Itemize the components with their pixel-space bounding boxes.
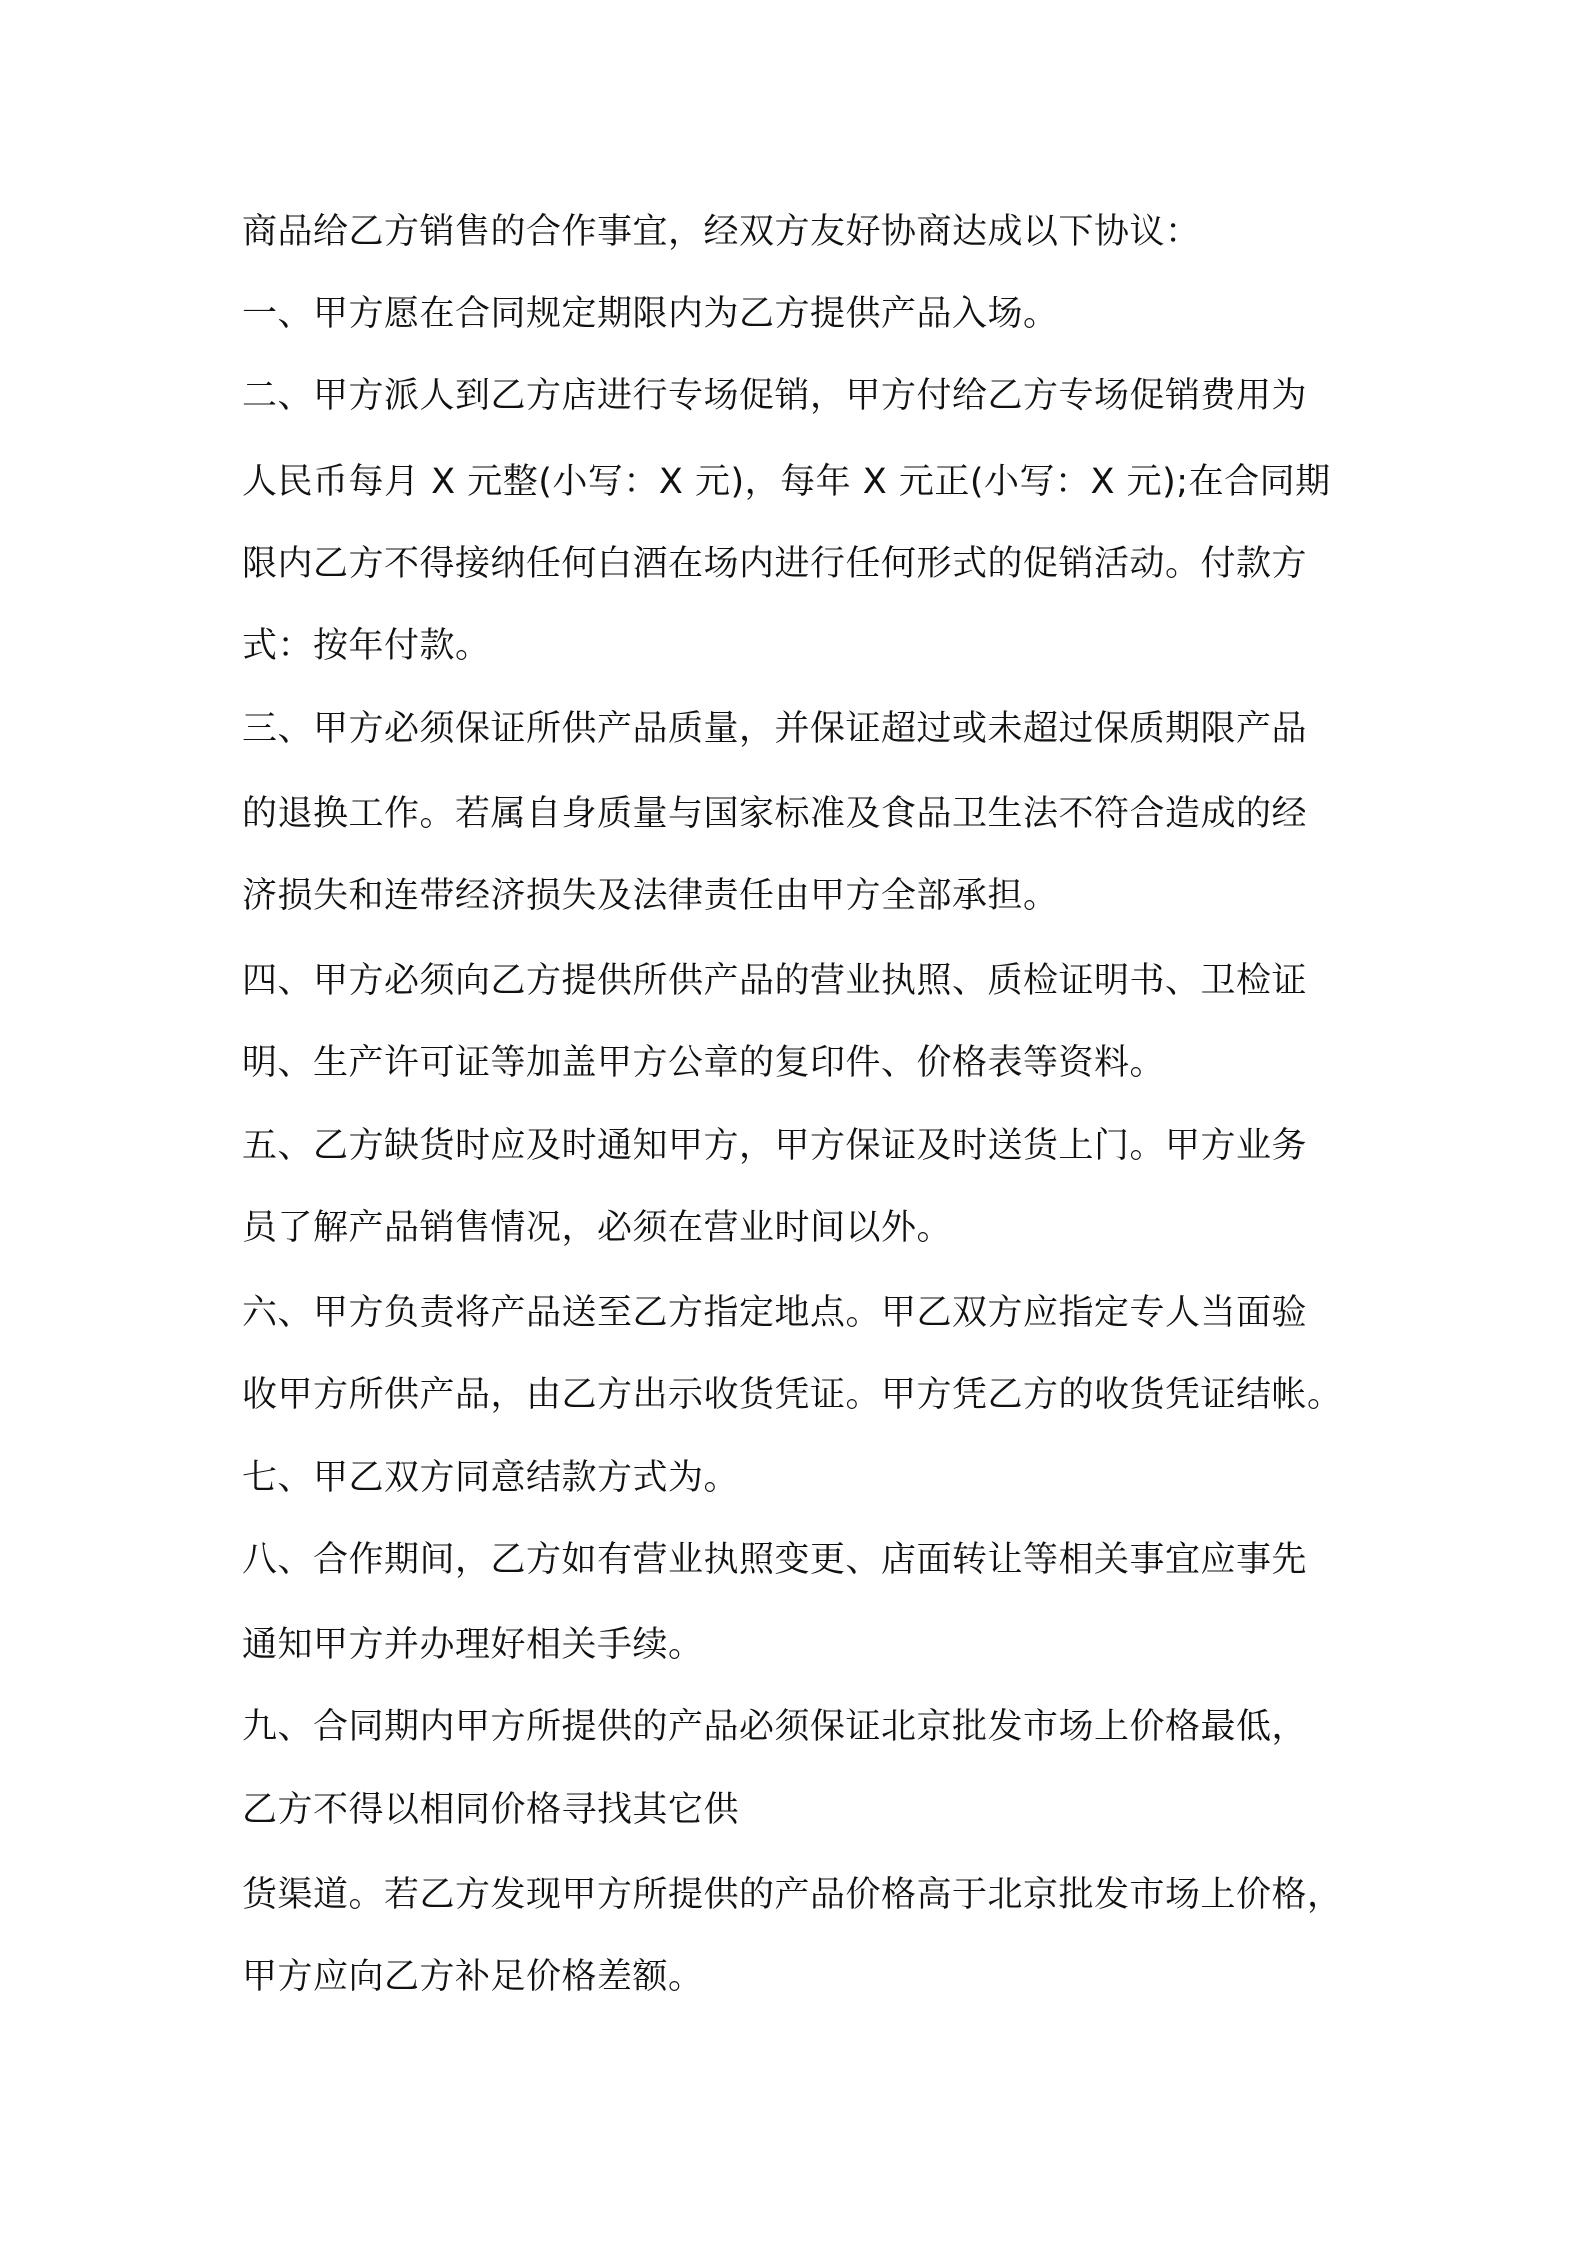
text-line: 六、甲方负责将产品送至乙方指定地点。甲乙双方应指定专人当面验	[242, 1293, 1308, 1333]
text-line: 式：按年付款。	[242, 626, 491, 666]
text-line: 七、甲乙双方同意结款方式为。	[242, 1458, 740, 1498]
text-line: 三、甲方必须保证所供产品质量，并保证超过或未超过保质期限产品	[242, 709, 1308, 749]
text-line: 收甲方所供产品，由乙方出示收货凭证。甲方凭乙方的收货凭证结帐。	[242, 1375, 1343, 1415]
text-line: 员了解产品销售情况，必须在营业时间以外。	[242, 1208, 953, 1248]
text-line: 商品给乙方销售的合作事宜，经双方友好协商达成以下协议：	[242, 212, 1201, 252]
text-line: 通知甲方并办理好相关手续。	[242, 1625, 704, 1665]
text-line: 的退换工作。若属自身质量与国家标准及食品卫生法不符合造成的经	[242, 794, 1308, 834]
text-line: 四、甲方必须向乙方提供所供产品的营业执照、质检证明书、卫检证	[242, 961, 1308, 1001]
text-line: 五、乙方缺货时应及时通知甲方，甲方保证及时送货上门。甲方业务	[242, 1126, 1308, 1166]
text-line: 九、合同期内甲方所提供的产品必须保证北京批发市场上价格最低，	[242, 1707, 1308, 1747]
text-line: 甲方应向乙方补足价格差额。	[242, 1957, 704, 1997]
text-line: 人民币每月 X 元整(小写：X 元)，每年 X 元正(小写：X 元);在合同期	[242, 462, 1331, 502]
text-line: 二、甲方派人到乙方店进行专场促销，甲方付给乙方专场促销费用为	[242, 376, 1308, 416]
text-line: 一、甲方愿在合同规定期限内为乙方提供产品入场。	[242, 294, 1059, 334]
text-line: 限内乙方不得接纳任何白酒在场内进行任何形式的促销活动。付款方	[242, 544, 1308, 584]
text-line: 乙方不得以相同价格寻找其它供	[242, 1790, 740, 1830]
text-line: 八、合作期间，乙方如有营业执照变更、店面转让等相关事宜应事先	[242, 1540, 1308, 1580]
text-line: 明、生产许可证等加盖甲方公章的复印件、价格表等资料。	[242, 1043, 1166, 1083]
text-line: 货渠道。若乙方发现甲方所提供的产品价格高于北京批发市场上价格，	[242, 1875, 1343, 1915]
text-line: 济损失和连带经济损失及法律责任由甲方全部承担。	[242, 876, 1059, 916]
